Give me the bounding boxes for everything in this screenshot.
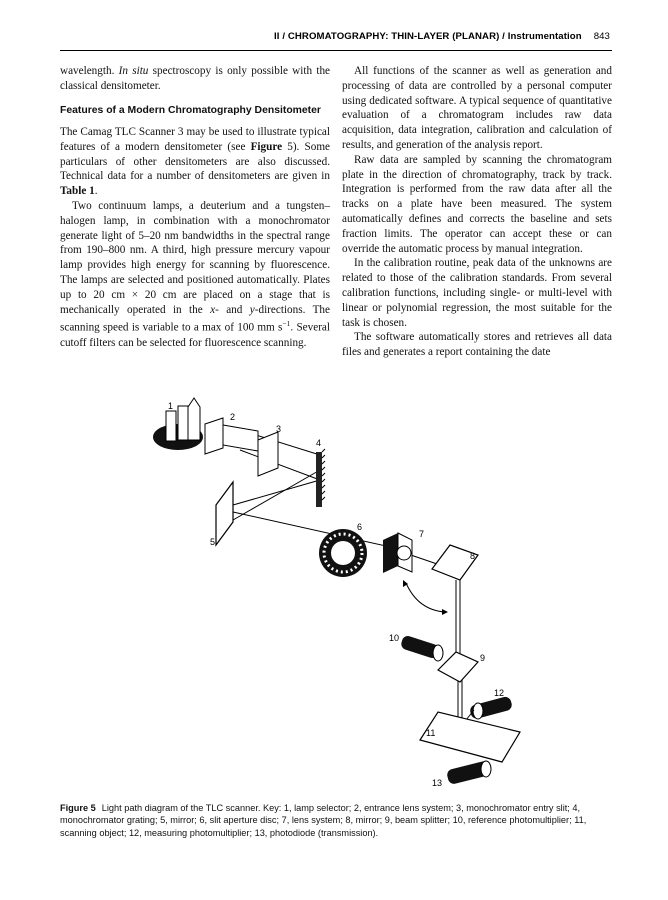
figure-reference[interactable]: Figure	[250, 140, 283, 153]
monochromator-grating	[316, 449, 325, 507]
slit-aperture-disc	[319, 529, 367, 577]
paragraph: The Camag TLC Scanner 3 may be used to illustrate typical features of a modern densitometer (see Figure 5). Some particulars of other densitometers are also discussed. Technical data for a number of densitometers are given in Table 1.	[60, 126, 330, 198]
left-column	[60, 64, 330, 351]
figure-label-6: 6	[357, 522, 363, 532]
paragraph: Raw data are sampled by scanning the chromatogram plate in the direction of chromatography, track by track. Integration is performed from the raw data after all the tracks on a plate have been measured. The system automatically defines and corrects the baseline and sets fraction limits. The operator can accept these or can override the automatic process by manual integration.	[342, 153, 612, 255]
header-rule	[60, 50, 612, 51]
lens-system	[383, 533, 412, 573]
right-column	[342, 64, 612, 360]
paragraph: All functions of the scanner as well as generation and processing of data are controlled by a personal computer using dedicated software. A typical sequence of quantitative evaluation of a chromatogram includes raw data acquisition, data integration, calibration and calculation of results, and generation of the analysis report.	[342, 65, 612, 151]
paragraph: In the calibration routine, peak data of the unknowns are related to those of the calibration standards. From several calibration functions, including single- or multi-level with linear or polynomial regression, the most suitable for the task is chosen.	[342, 257, 612, 329]
section-heading: Features of a Modern Chromatography Densitometer	[60, 104, 321, 116]
figure-label-5: 5	[210, 537, 216, 547]
figure-label-4: 4	[316, 438, 322, 448]
lamp-selector	[153, 398, 203, 450]
photodiode	[446, 760, 492, 785]
mirror-5	[216, 482, 233, 545]
paragraph: Two continuum lamps, a deuterium and a tungsten–halogen lamp, in combination with a monochromator generate light of 5–20 nm bandwidths in the spectral range from 190–800 nm. A third, high pressure mercury vapour lamp provides high energy for scanning by fluorescence. The lamps are selected and positioned automatically. Plates up to 20 cm × 20 cm are placed on a stage that is mechanically operated in the x- and y-directions. The scanning speed is variable to a max of 100 mm $s^{-1}$. Several cutoff filters can be selected for fluorescence scanning.	[60, 200, 331, 349]
figure-label-10: 10	[389, 633, 400, 643]
caption-text: Light path diagram of the TLC scanner. Key: 1, lamp selector; 2, entrance lens system; 3, monochromator entry slit; 4, monochromator grating; 5, mirror; 6, slit aperture disc; 7, lens system; 8, mirror; 9, beam splitter; 10, reference photomultiplier; 11, scanning object; 12, measuring photomultiplier; 13, photodiode (transmission).	[60, 803, 587, 838]
figure-label-12: 12	[494, 688, 505, 698]
figure-label-9: 9	[480, 653, 486, 663]
paragraph: The software automatically stores and retrieves all data files and generates a report containing the date	[342, 331, 612, 359]
figure-label-2: 2	[230, 412, 236, 422]
figure-label-11: 11	[426, 728, 436, 738]
entrance-lens-system	[205, 418, 258, 454]
table-reference[interactable]: Table 1	[60, 185, 95, 198]
figure-label-3: 3	[276, 424, 282, 434]
figure-caption	[60, 802, 612, 839]
running-title: II / CHROMATOGRAPHY: THIN-LAYER (PLANAR) / Instrumentation	[274, 31, 582, 42]
figure-label-13: 13	[432, 778, 443, 788]
figure-label-1: 1	[168, 401, 174, 411]
reference-photomultiplier	[400, 634, 443, 661]
continued-paragraph: wavelength. In situ spectroscopy is only possible with the classical densitometer.	[60, 65, 330, 92]
page-number: 843	[593, 31, 610, 42]
caption-label: Figure 5	[60, 803, 96, 813]
figure-label-7: 7	[419, 529, 425, 539]
figure-label-8: 8	[470, 551, 476, 561]
beam-splitter	[438, 652, 478, 682]
running-header	[230, 31, 610, 47]
light-path-diagram	[130, 390, 540, 790]
monochromator-entry-slit	[258, 432, 278, 476]
